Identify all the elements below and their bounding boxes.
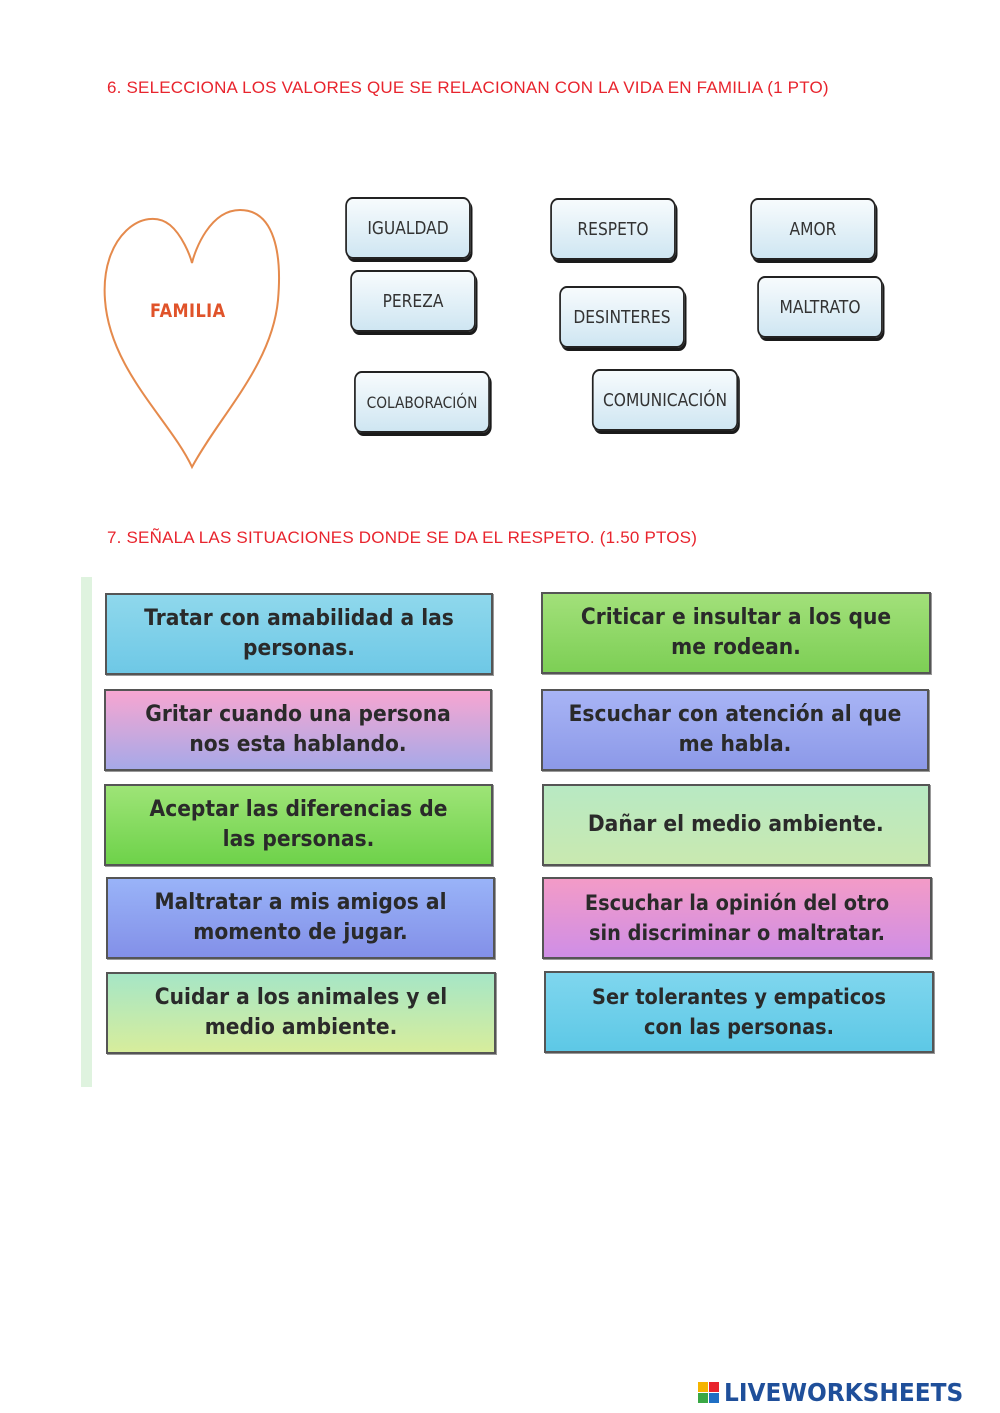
- value-option-label: PEREZA: [382, 290, 444, 312]
- situation-option[interactable]: [542, 877, 932, 959]
- value-option-label: AMOR: [789, 218, 837, 240]
- brand-watermark: [698, 1378, 981, 1407]
- value-option-label: MALTRATO: [779, 296, 861, 318]
- situation-label: Escuchar la opinión del otro sin discriminar o maltratar.: [584, 891, 890, 945]
- value-option-label: COMUNICACIÓN: [602, 389, 728, 411]
- situation-label: Dañar el medio ambiente.: [588, 812, 884, 837]
- situation-label: Cuidar a los animales y el medio ambiente.: [154, 985, 448, 1040]
- value-option-label: IGUALDAD: [367, 217, 449, 239]
- situation-option[interactable]: [541, 689, 929, 771]
- situation-option[interactable]: [104, 689, 492, 771]
- situation-label: Gritar cuando una persona nos esta hablando.: [145, 702, 451, 757]
- value-option-label: DESINTERES: [573, 306, 671, 328]
- situation-option[interactable]: [542, 784, 930, 866]
- brand-name: LIVEWORKSHEETS: [724, 1378, 964, 1407]
- value-option[interactable]: [350, 270, 476, 332]
- value-option[interactable]: [345, 197, 471, 259]
- value-option[interactable]: [550, 198, 676, 260]
- value-option[interactable]: [750, 198, 876, 260]
- question-7-title: 7. SEÑALA LAS SITUACIONES DONDE SE DA EL RESPETO. (1.50 PTOS): [107, 528, 698, 547]
- situation-label: Ser tolerantes y empaticos con las personas.: [592, 985, 886, 1039]
- liveworksheets-logo-icon: [698, 1382, 720, 1404]
- question-6-title: 6. SELECCIONA LOS VALORES QUE SE RELACIONAN CON LA VIDA EN FAMILIA (1 PTO): [107, 78, 829, 97]
- heart-shape: [100, 205, 285, 473]
- situation-label: Tratar con amabilidad a las personas.: [144, 606, 454, 661]
- decorative-bar: [81, 577, 92, 1087]
- situation-label: Escuchar con atención al que me habla.: [568, 702, 902, 757]
- value-option[interactable]: [757, 276, 883, 338]
- situation-option[interactable]: [104, 784, 493, 866]
- situation-option[interactable]: [541, 592, 931, 674]
- situation-label: Aceptar las diferencias de las personas.: [149, 797, 448, 852]
- value-option-label: RESPETO: [577, 218, 649, 240]
- value-option[interactable]: [354, 371, 490, 433]
- value-option[interactable]: [559, 286, 685, 348]
- heart-label: FAMILIA: [150, 300, 226, 322]
- situation-option[interactable]: [105, 593, 493, 675]
- situation-label: Criticar e insultar a los que me rodean.: [580, 605, 892, 660]
- value-option[interactable]: [592, 369, 738, 431]
- value-option-label: COLABORACIÓN: [366, 392, 478, 412]
- situation-label: Maltratar a mis amigos al momento de jugar.: [154, 890, 447, 945]
- situation-option[interactable]: [106, 972, 496, 1054]
- situation-option[interactable]: [544, 971, 934, 1053]
- situation-option[interactable]: [106, 877, 495, 959]
